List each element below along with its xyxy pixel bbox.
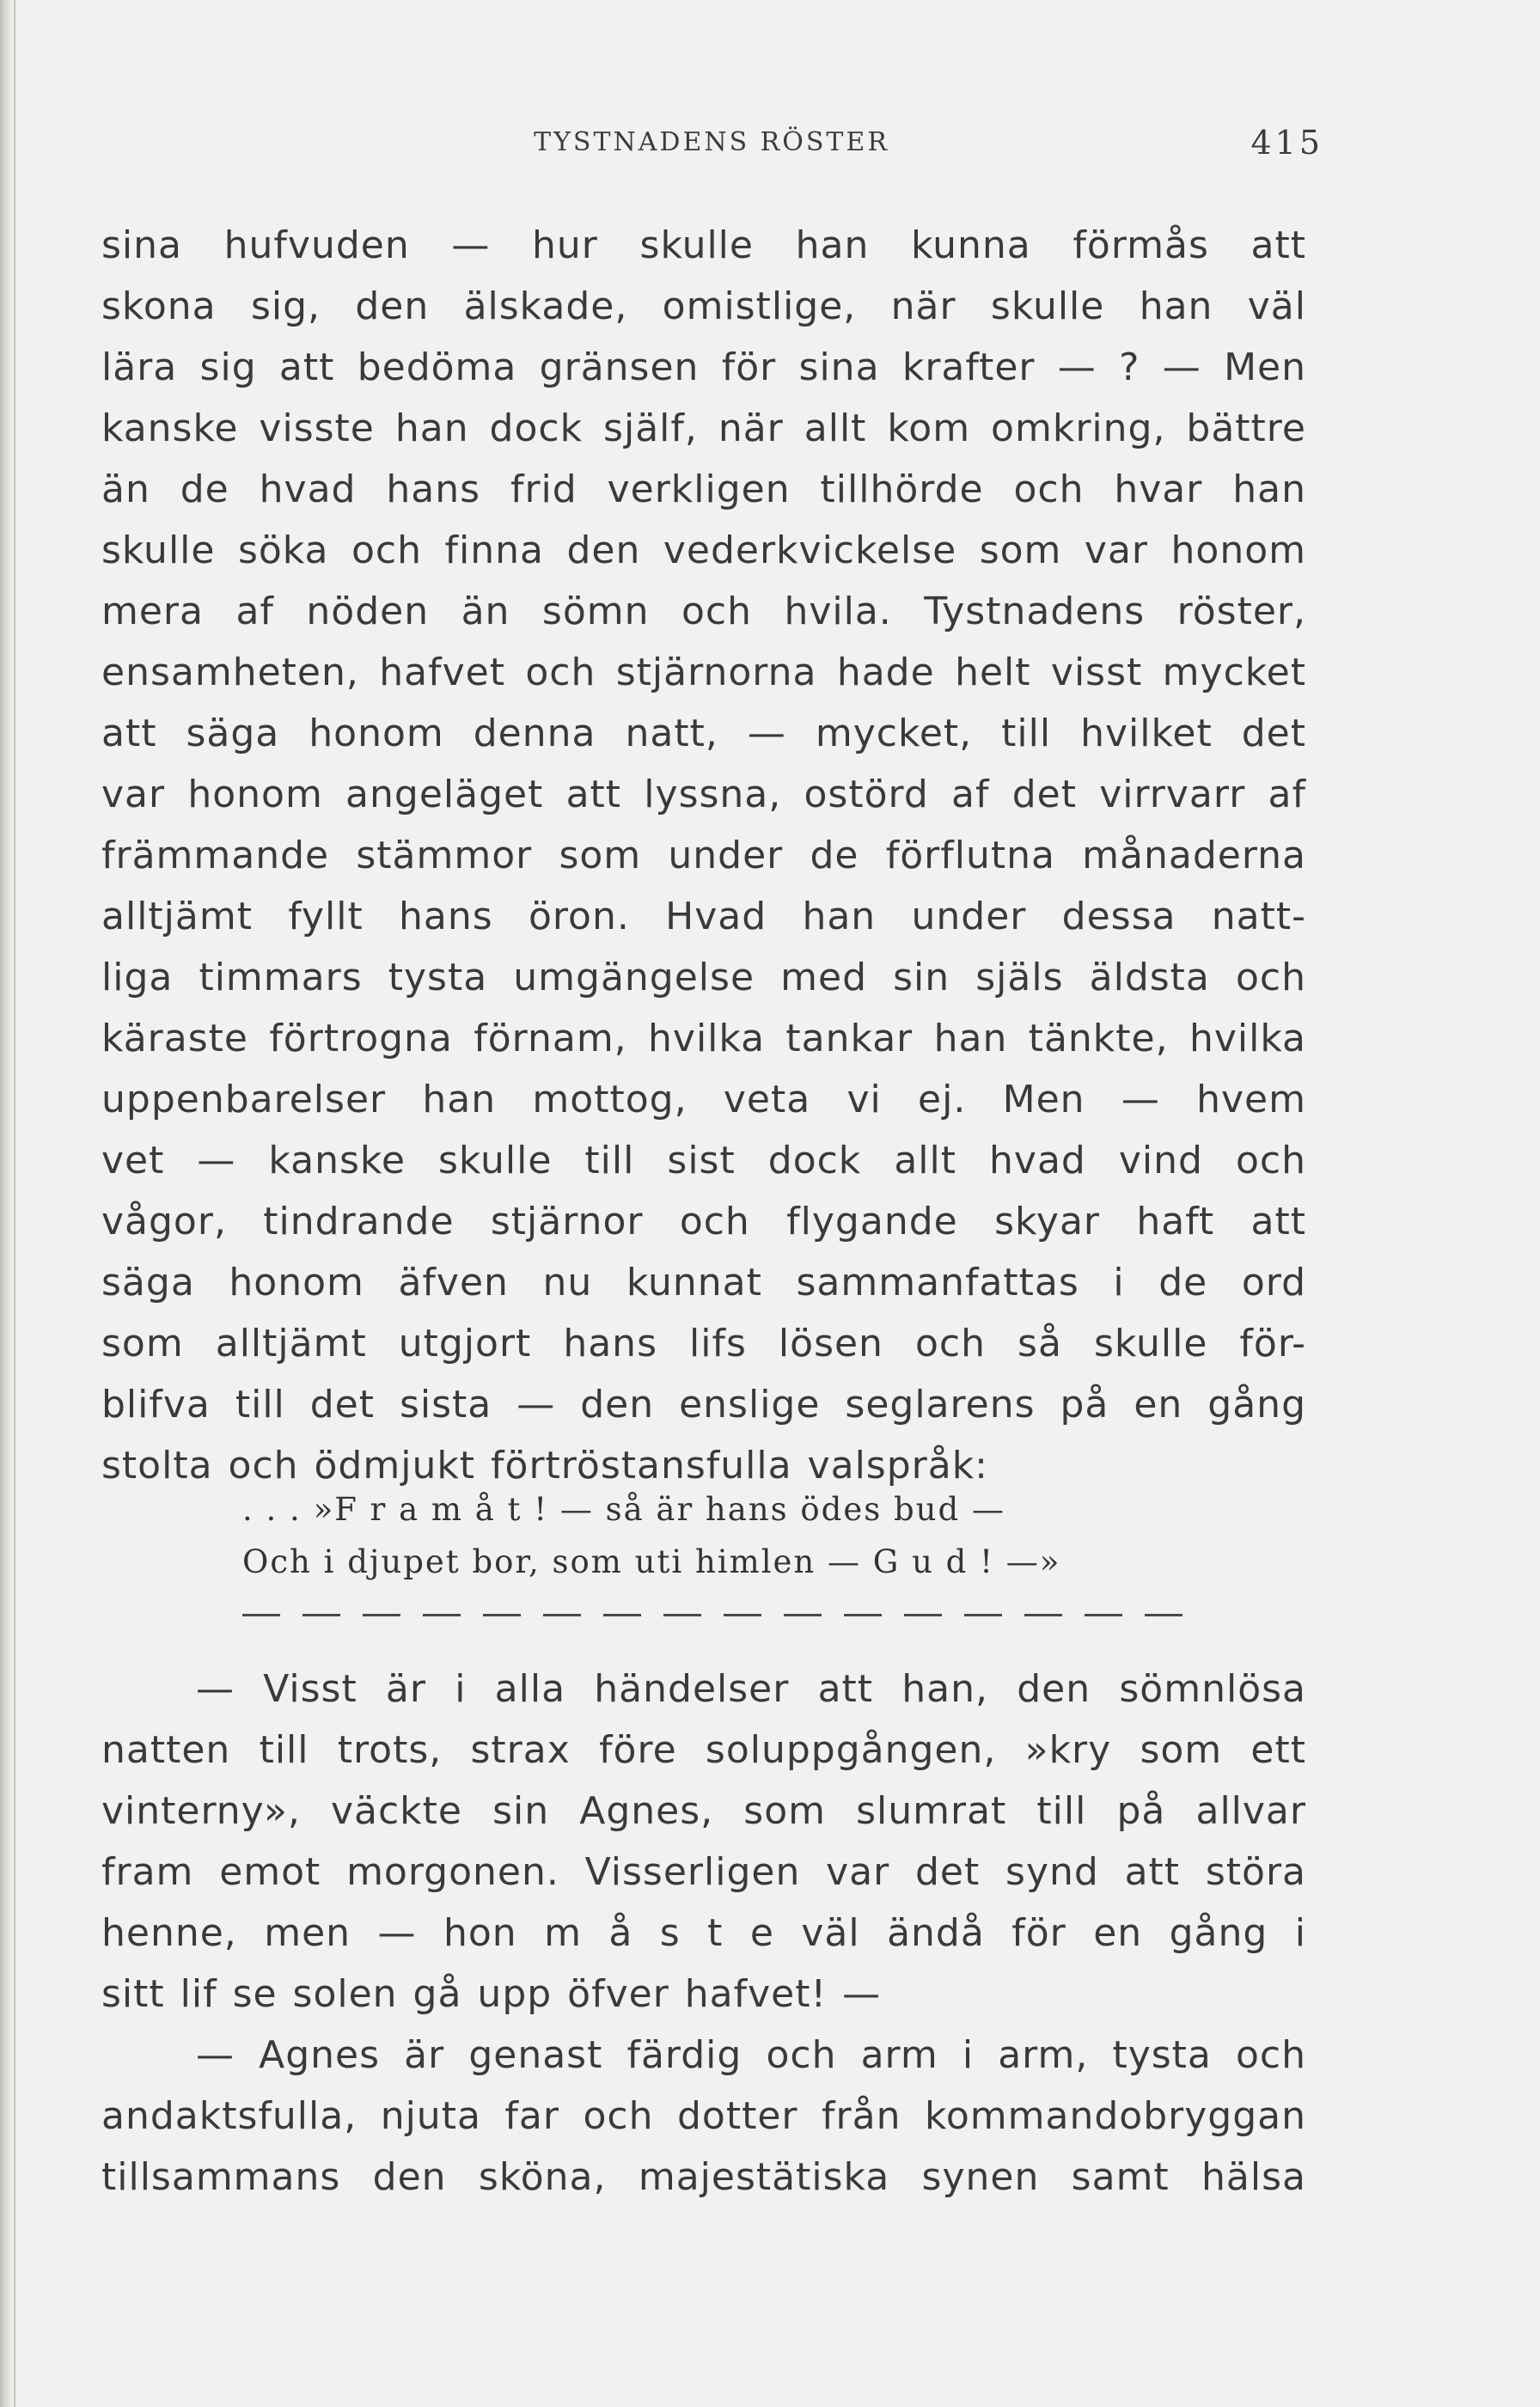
text-line: henne, men — hon m å s t e väl ändå för en gång i <box>101 1911 1306 1955</box>
text-line: än de hvad hans frid verkligen tillhörde och hvar han <box>101 467 1306 511</box>
text-line: mera af nöden än sömn och hvila. Tystnadens röster, <box>101 590 1306 633</box>
text-line: stolta och ödmjukt förtröstansfulla valspråk: <box>101 1444 989 1488</box>
text-line: uppenbarelser han mottog, veta vi ej. Men — hvem <box>101 1078 1306 1121</box>
text-line: lära sig att bedöma gränsen för sina krafter — ? — Men <box>101 345 1306 389</box>
section-dash-rule <box>242 1614 1205 1616</box>
text-line: — Agnes är genast färdig och arm i arm, tysta och <box>196 2033 1306 2077</box>
text-line: liga timmars tysta umgängelse med sin själs äldsta och <box>101 956 1306 999</box>
text-line: var honom angeläget att lyssna, ostörd af det virrvarr af <box>101 773 1306 816</box>
text-line: främmande stämmor som under de förflutna månaderna <box>101 834 1306 877</box>
text-line: — Visst är i alla händelser att han, den sömnlösa <box>196 1667 1306 1711</box>
text-line: sina hufvuden — hur skulle han kunna förmås att <box>101 223 1306 267</box>
text-line: vet — kanske skulle till sist dock allt hvad vind och <box>101 1139 1306 1182</box>
text-line: tillsammans den sköna, majestätiska synen samt hälsa <box>101 2155 1306 2199</box>
text-line: vinterny», väckte sin Agnes, som slumrat till på allvar <box>101 1789 1306 1833</box>
verse-line-1: . . . »F r a m å t ! — så är hans ödes bud — <box>242 1491 1005 1528</box>
body-text <box>101 215 1306 1496</box>
text-line: ensamheten, hafvet och stjärnorna hade helt visst mycket <box>101 651 1306 694</box>
text-line: blifva till det sista — den enslige seglarens på en gång <box>101 1383 1306 1426</box>
page-number: 415 <box>1250 124 1323 162</box>
running-title: TYSTNADENS RÖSTER <box>534 127 889 157</box>
text-line: skulle söka och finna den vederkvickelse som var honom <box>101 528 1306 572</box>
page-gutter-line <box>14 0 15 2407</box>
text-line: kanske visste han dock själf, när allt kom omkring, bättre <box>101 406 1306 450</box>
text-line: att säga honom denna natt, — mycket, till hvilket det <box>101 712 1306 755</box>
text-line: käraste förtrogna förnam, hvilka tankar han tänkte, hvilka <box>101 1017 1306 1060</box>
verse-line-2: Och i djupet bor, som uti himlen — G u d ! —» <box>242 1543 1061 1580</box>
text-line: fram emot morgonen. Visserligen var det synd att störa <box>101 1850 1306 1894</box>
text-line: säga honom äfven nu kunnat sammanfattas i de ord <box>101 1261 1306 1304</box>
book-spine-shadow <box>0 0 12 2407</box>
page-header <box>101 119 1322 170</box>
body-text-continued <box>101 1659 1306 2208</box>
text-line: skona sig, den älskade, omistlige, när skulle han väl <box>101 284 1306 328</box>
text-line: vågor, tindrande stjärnor och flygande skyar haft att <box>101 1200 1306 1243</box>
text-line: natten till trots, strax före soluppgången, »kry som ett <box>101 1728 1306 1772</box>
text-line: andaktsfulla, njuta far och dotter från kommandobryggan <box>101 2094 1306 2138</box>
text-line: alltjämt fyllt hans öron. Hvad han under dessa natt- <box>101 895 1306 938</box>
text-line: sitt lif se solen gå upp öfver hafvet! — <box>101 1972 882 2016</box>
text-line: som alltjämt utgjort hans lifs lösen och så skulle för- <box>101 1322 1306 1365</box>
